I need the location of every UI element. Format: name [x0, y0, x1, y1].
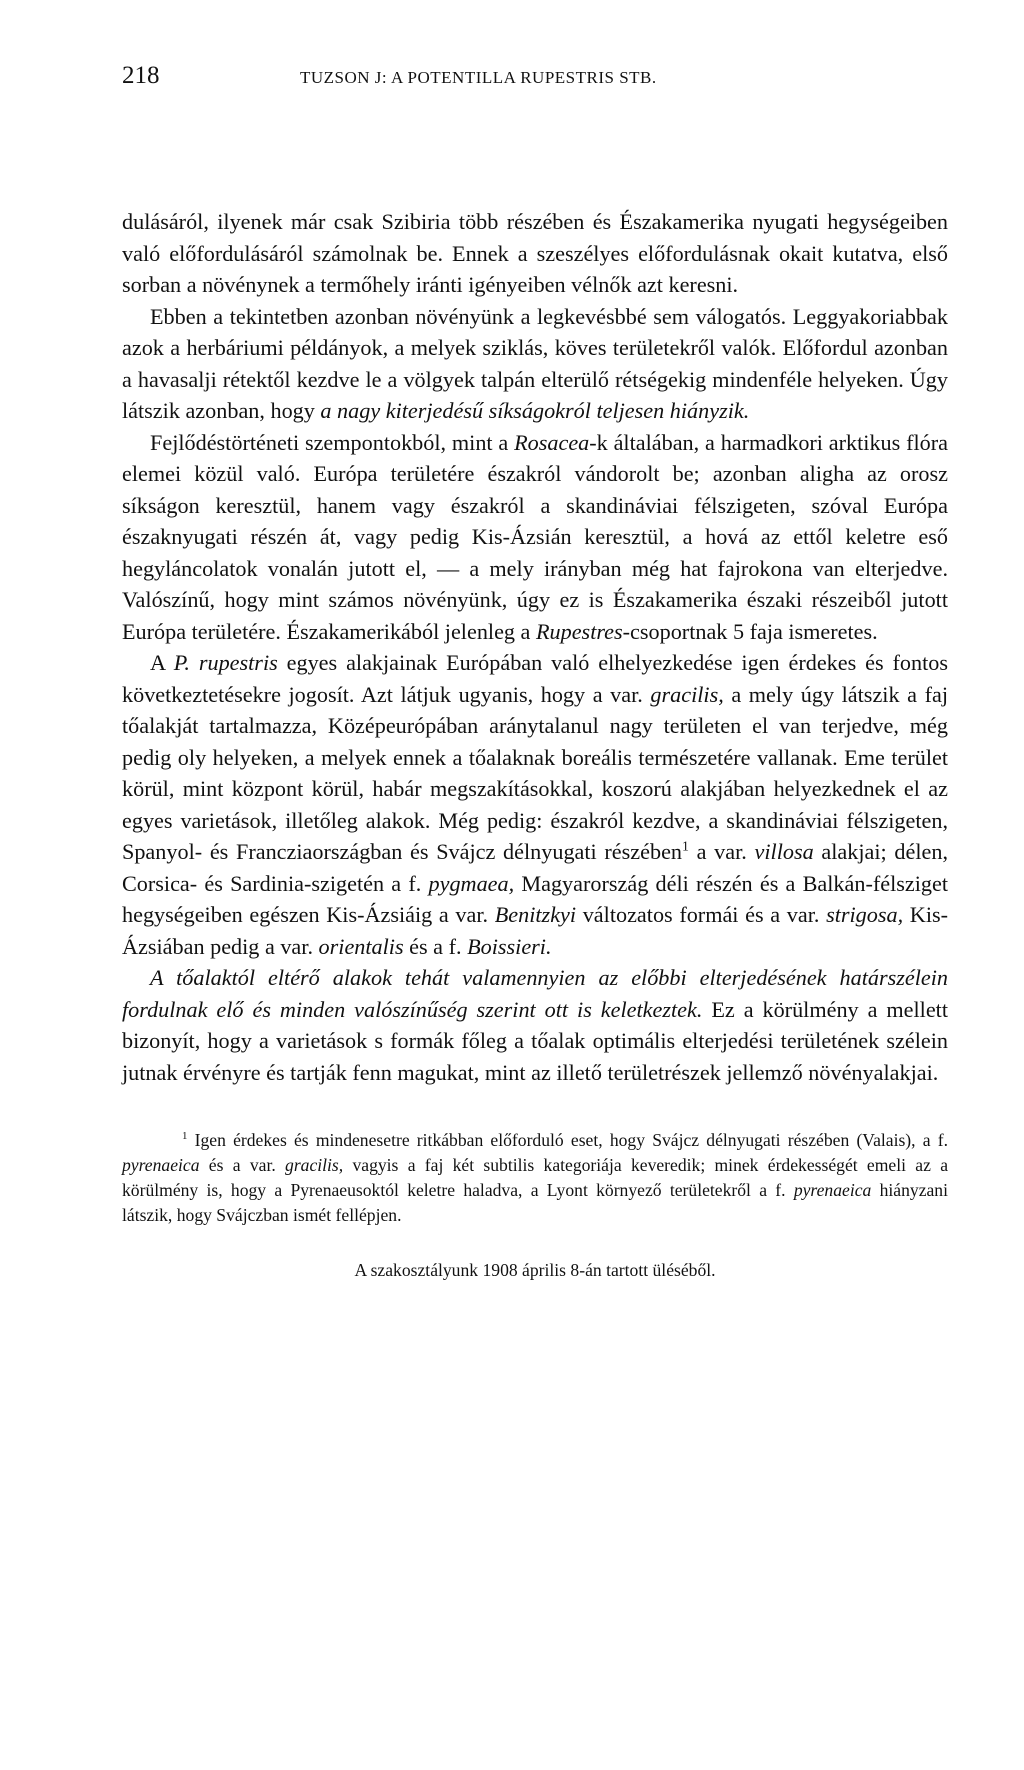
paragraph-4-text-f: Magyarország déli részén és a Balkán-félsziget hegységeiben egészen Kis-Ázsiáig a var. — [122, 870, 948, 927]
taxon-benitzkyi: Benitzkyi — [494, 902, 577, 927]
taxon-rupestres: Rupestres — [535, 618, 623, 644]
footnote-text-c: vagyis a faj két subtilis kategoriája keveredik; minek érdekességét emeli az a körülmény is, hogy a Pyrenaeusoktól keletre haladva, a Lyont környező területekről a f. — [122, 1155, 948, 1200]
closing-note: A szakosztályunk 1908 április 8-án tartott üléséből. — [354, 1260, 716, 1280]
taxon-gracilis: gracilis, — [650, 681, 724, 707]
taxon-gracilis-footnote: gracilis, — [285, 1155, 344, 1175]
taxon-pyrenaeica: pyrenaeica — [122, 1155, 200, 1175]
paragraph-1 — [122, 206, 948, 301]
paragraph-4 — [122, 647, 948, 962]
paragraph-4-text-a: A — [150, 650, 174, 675]
taxon-p-rupestris: P. rupestris — [173, 650, 278, 675]
paragraph-3-text-b: -k általában, a harmadkori arktikus flóra elemei közül való. Európa területére északról vándorolt be; azonban aligha az orosz síkságon keresztül, hanem vagy északról a skandináviai félszigeten, szóval Európa északnyugati részén át, vagy pedig Kis-Ázsián keresztül, a hová az ettől keletre eső hegyláncolatok vonalán jutott el, — a mely irányban még hat fajrokona van elterjedve. Valószínű, hogy mint számos növényünk, úgy ez is Északamerika északi részeiből jutott Európa területére. Északamerikából jelenleg a — [122, 429, 948, 644]
paragraph-2-emphasis: a nagy kiterjedésű síkságokról teljesen hiányzik. — [320, 398, 750, 423]
footnote-text-b: és a var. — [199, 1155, 286, 1175]
running-head: TUZSON J: A POTENTILLA RUPESTRIS STB. — [300, 68, 657, 87]
paragraph-5 — [122, 962, 948, 1088]
paragraph-1-text: dulásáról, ilyenek már csak Szibiria több részében és Északamerika nyugati hegységeiben való előfordulásáról számolnak be. Ennek a szeszélyes előfordulásnak okait kutatva, első sorban a növénynek a termőhely iránti igényeiben vélnők azt keresni. — [122, 209, 948, 297]
paragraph-5-text: Ez a körülmény a mellett bizonyít, hogy a varietások s formák főleg a tőalak optimális elterjedési területének szélein jutnak érvényre és tartják fenn magukat, mint az illető területrészek jellemző növényalakjai. — [122, 996, 948, 1085]
paragraph-4-text-h: Kis-Ázsiában pedig a var. — [122, 902, 949, 959]
footnote-text-a: Igen érdekes és mindenesetre ritkábban előforduló eset, hogy Svájcz délnyugati részében (Valais), a f. — [187, 1130, 948, 1150]
paragraph-4-text-e: alakjai; délen, Corsica- és Sardinia-szigetén a f. — [122, 839, 948, 896]
taxon-strigosa: strigosa, — [826, 902, 904, 927]
body-text — [122, 206, 948, 1088]
page-header — [122, 62, 948, 112]
footnote — [122, 1128, 948, 1228]
taxon-villosa: villosa — [754, 839, 814, 864]
paragraph-3-text-a: Fejlődéstörténeti szempontokból, mint a — [150, 429, 515, 455]
taxon-pygmaea: pygmaea, — [428, 870, 515, 896]
paragraph-4-text-i: és a f. — [403, 933, 468, 959]
footnote-text-d: hiányzani látszik, hogy Svájczban ismét fellépjen. — [122, 1180, 948, 1225]
paragraph-4-text-b: egyes alakjainak Európában való elhelyezkedése igen érdekes és fontos következtetésekre jogosít. Azt látjuk ugyanis, hogy a var. — [122, 650, 948, 707]
taxon-pyrenaeica-2: pyrenaeica — [793, 1180, 872, 1200]
paragraph-5-emphasis: A tőalaktól eltérő alakok tehát valamennyien az előbbi elterjedésének határszélein fordulnak elő és minden valószínűség szerint ott is keletkeztek. — [122, 965, 948, 1022]
footnote-paragraph — [122, 1128, 948, 1228]
paragraph-4-text-g: változatos formái és a var. — [576, 902, 827, 927]
taxon-orientalis: orientalis — [318, 933, 404, 959]
paragraph-2 — [122, 301, 948, 427]
paragraph-2-text: Ebben a tekintetben azonban növényünk a legkevésbbé sem válogatós. Leggyakoriabbak azok a herbáriumi példányok, a melyek sziklás, köves területekről valók. Előfordul azonban a havasalji rétektől kezdve le a völgyek talpán elterülő rétségekig mindenféle helyeken. Úgy látszik azonban, hogy — [122, 303, 948, 423]
paragraph-3-text-c: -csoportnak 5 faja ismeretes. — [622, 618, 878, 644]
page-number: 218 — [122, 62, 160, 89]
paragraph-4-text-c: a mely úgy látszik a faj tőalakját tartalmazza, Középeurópában aránytalanul nagy területen el van terjedve, még pedig oly helyeken, a melyek ennek a tőalaknak boreális természetére vallanak. Eme terület körül, mint központ körül, habár megszakításokkal, koszorú alakjában helyezkednek el az egyes varietások, illetőleg alakok. Még pedig: északról kezdve, a skandináviai félszigeten, Spanyol- és Francziaországban és Svájcz délnyugati részében — [122, 681, 948, 864]
taxon-boissieri: Boissieri. — [467, 933, 552, 959]
paragraph-3 — [122, 427, 948, 648]
footnote-reference: 1 — [682, 838, 689, 854]
footnote-marker: 1 — [182, 1130, 188, 1143]
taxon-rosacea: Rosacea — [514, 429, 590, 455]
paragraph-4-text-d: a var. — [688, 839, 755, 864]
